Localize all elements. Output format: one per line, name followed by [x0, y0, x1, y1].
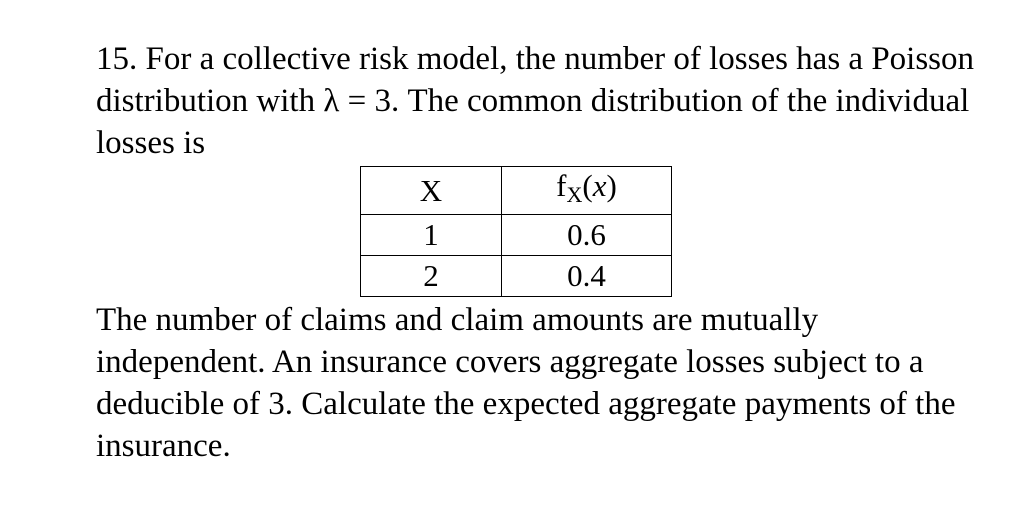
header-fx: [502, 167, 672, 215]
header-open-paren: (: [582, 168, 593, 203]
header-f-argument: x: [592, 168, 607, 203]
table-header-row: [361, 167, 672, 215]
distribution-table-wrapper: [360, 166, 976, 297]
cell-x: 1: [361, 215, 502, 256]
distribution-table: [360, 166, 672, 297]
problem-closing: The number of claims and claim amounts are mutually independent. An insurance covers aggregate losses subject to a deducible of 3. Calculate the expected aggregate payments of the insurance.: [96, 302, 956, 464]
table-row: [361, 215, 672, 256]
header-close-paren: ): [606, 168, 617, 203]
table-row: [361, 256, 672, 297]
problem-text: [96, 38, 976, 467]
header-x: X: [361, 167, 502, 215]
problem-intro: 15. For a collective risk model, the number of losses has a Poisson distribution with λ = 3. The common distribution of the individual losses is: [96, 41, 975, 161]
header-f-subscript: X: [566, 182, 583, 207]
header-f: f: [556, 168, 567, 203]
cell-x: 2: [361, 256, 502, 297]
cell-probability: 0.4: [502, 256, 672, 297]
cell-probability: 0.6: [502, 215, 672, 256]
